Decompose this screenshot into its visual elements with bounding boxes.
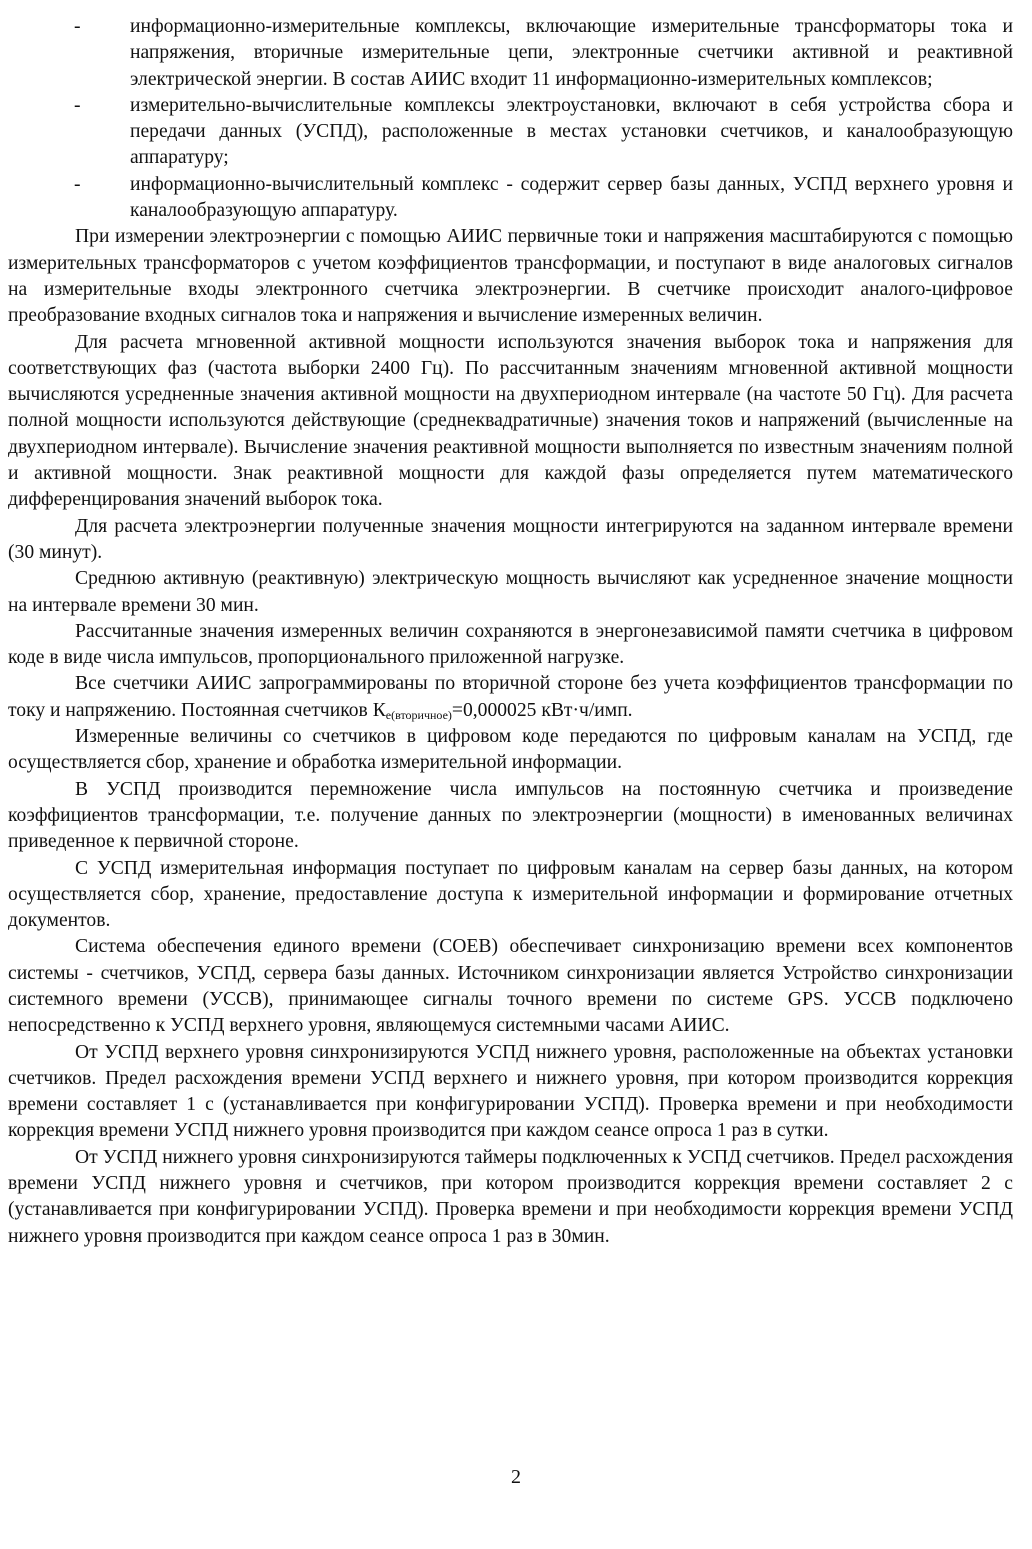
paragraph: Для расчета мгновенной активной мощности используются значения выборок тока и напряжения для соответствующих фаз (частота выборки 2400 Гц). По рассчитанным значениям мгновенной активной мощности вычисляются усредненные значения активной мощности на двухпериодном интервале (на частоте 50 Гц). Для расчета полной мощности используются действующие (среднеквадратичные) значения токов и напряжений (вычисленные на двухпериодном интервале). Вычисление значения реактивной мощности выполняется по известным значениям полной и активной мощности. Знак реактивной мощности для каждой фазы определяется путем математического дифференцирования значений выборок тока. xyxy=(8,331,1013,511)
page-number: 2 xyxy=(511,1466,521,1488)
bullet-text: информационно-вычислительный комплекс - содержит сервер базы данных, УСПД верхнего уровня и каналообразующую аппаратуру. xyxy=(130,173,1013,222)
bullet-marker: - xyxy=(74,16,81,37)
paragraph: От УСПД верхнего уровня синхронизируются УСПД нижнего уровня, расположенные на объектах установки счетчиков. Предел расхождения времени УСПД верхнего и нижнего уровня, при котором производится коррекция времени составляет 1 с (устанавливается при конфигурировании УСПД). Проверка времени и при необходимости коррекция времени УСПД нижнего уровня производится при каждом сеансе опроса 1 раз в сутки. xyxy=(8,1041,1013,1142)
paragraph: Система обеспечения единого времени (СОЕВ) обеспечивает синхронизацию времени всех компонентов системы - счетчиков, УСПД, сервера базы данных. Источником синхронизации является Устройство синхронизации системного времени (УССВ), принимающее сигналы точного времени по системе GPS. УССВ подключено непосредственно к УСПД верхнего уровня, являющемуся системными часами АИИС. xyxy=(8,936,1013,1037)
paragraph: Среднюю активную (реактивную) электрическую мощность вычисляют как усредненное значение мощности на интервале времени 30 мин. xyxy=(8,568,1013,616)
formula-paragraph xyxy=(8,671,1013,724)
paragraph: От УСПД нижнего уровня синхронизируются таймеры подключенных к УСПД счетчиков. Предел расхождения времени УСПД нижнего уровня и счетчиков, при котором производится коррекция времени составляет 2 с (устанавливается при конфигурировании УСПД). Проверка времени и при необходимости коррекция времени УСПД нижнего уровня производится при каждом сеансе опроса 1 раз в 30мин. xyxy=(8,1146,1013,1247)
formula-text-before: Все счетчики АИИС запрограммированы по вторичной стороне без учета коэффициентов трансформации по току и напряжению. Постоянная счетчиков К xyxy=(8,673,1013,721)
bullet-text: информационно-измерительные комплексы, включающие измерительные трансформаторы тока и напряжения, вторичные измерительные цепи, электронные счетчики активной и реактивной электрической энергии. В состав АИИС входит 11 информационно-измерительных комплексов; xyxy=(130,16,1013,90)
formula-text-after: =0,000025 кВт·ч/имп. xyxy=(451,699,633,721)
paragraph: При измерении электроэнергии с помощью АИИС первичные токи и напряжения масштабируются с помощью измерительных трансформаторов с учетом коэффициентов трансформации, и поступают в виде аналоговых сигналов на измерительные входы электронного счетчика электроэнергии. В счетчике происходит аналого-цифровое преобразование входных сигналов тока и напряжения и вычисление измеренных величин. xyxy=(8,226,1013,327)
bullet-item xyxy=(8,172,1013,225)
bullet-marker: - xyxy=(74,173,81,195)
bullet-item xyxy=(8,14,1013,93)
paragraph: Рассчитанные значения измеренных величин сохраняются в энергонезависимой памяти счетчика в цифровом коде в виде числа импульсов, пропорционального приложенной нагрузке. xyxy=(8,620,1013,669)
paragraph: Измеренные величины со счетчиков в цифровом коде передаются по цифровым каналам на УСПД, где осуществляется сбор, хранение и обработка измерительной информации. xyxy=(8,726,1013,774)
paragraph: Для расчета электроэнергии полученные значения мощности интегрируются на заданном интервале времени (30 минут). xyxy=(8,515,1013,563)
formula-subscript: е(вторичное) xyxy=(385,707,452,722)
bullet-marker: - xyxy=(74,94,81,116)
bullet-text: измерительно-вычислительные комплексы электроустановки, включают в себя устройства сбора и передачи данных (УСПД), расположенные в местах установки счетчиков, и каналообразующую аппаратуру; xyxy=(130,94,1013,169)
paragraph: В УСПД производится перемножение числа импульсов на постоянную счетчика и произведение коэффициентов трансформации, т.е. получение данных по электроэнергии (мощности) в именованных величинах приведенное к первичной стороне. xyxy=(8,778,1013,853)
paragraph: С УСПД измерительная информация поступает по цифровым каналам на сервер базы данных, на котором осуществляется сбор, хранение, предоставление доступа к измерительной информации и формирование отчетных документов. xyxy=(8,857,1013,932)
document-page xyxy=(8,14,1013,1250)
bullet-item xyxy=(8,93,1013,172)
